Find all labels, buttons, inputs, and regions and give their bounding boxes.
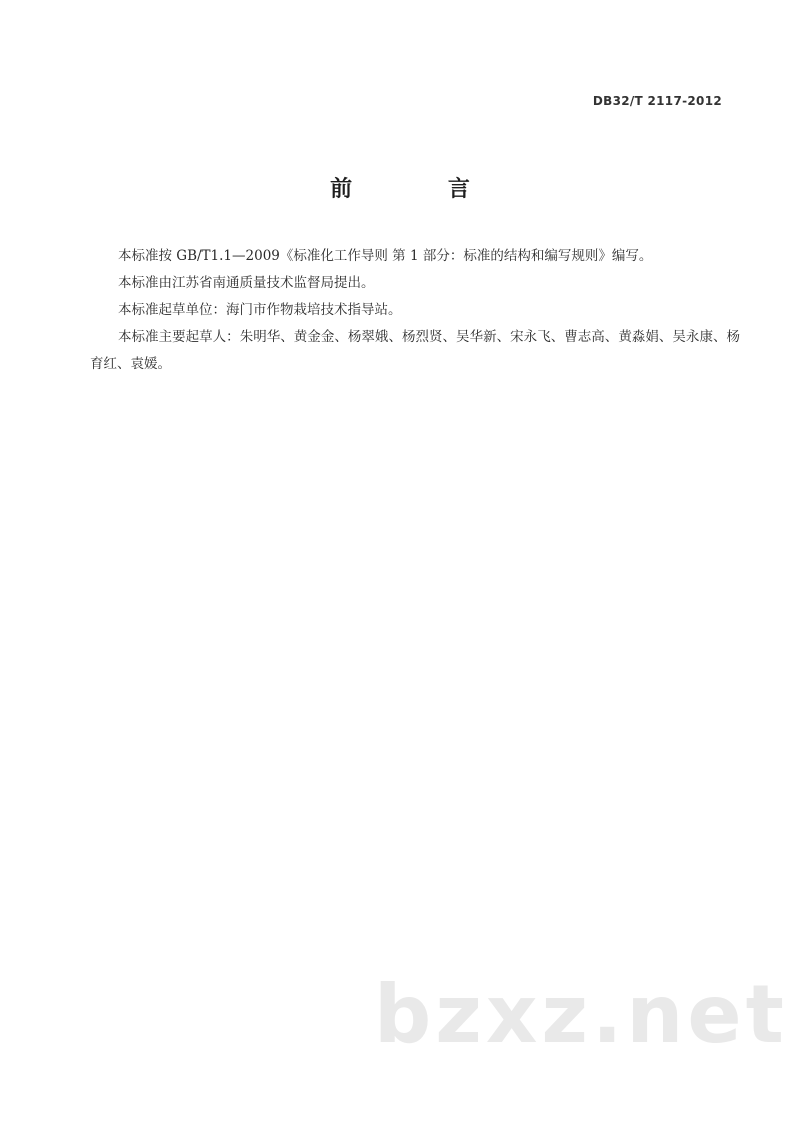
document-code: DB32/T 2117-2012 [592,94,722,108]
paragraph-drafting-rules: 本标准按 GB/T1.1—2009《标准化工作导则 第 1 部分：标准的结构和编写规则》编写。 [118,248,653,264]
page-title: 前 言 [330,177,514,202]
paragraph-drafters: 本标准主要起草人：朱明华、黄金金、杨翠娥、杨烈贤、吴华新、宋永飞、曹志高、黄淼娟、吴永康、杨育红、袁媛。 [90,329,740,372]
paragraph-drafting-unit: 本标准起草单位：海门市作物栽培技术指导站。 [118,302,402,318]
foreword-body [90,243,740,378]
watermark-logo: bzxz.net [374,968,788,1061]
paragraph-proposer: 本标准由江苏省南通质量技术监督局提出。 [118,275,375,291]
